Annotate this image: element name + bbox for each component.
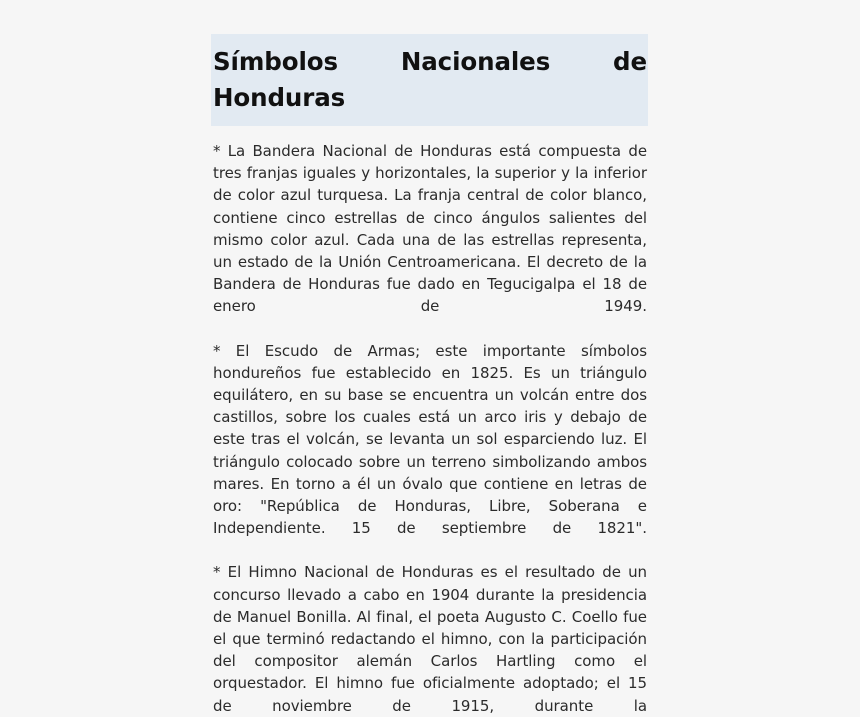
article-content [211, 34, 648, 717]
paragraph-escudo: * El Escudo de Armas; este importante símbolos hondureños fue establecido en 1825. Es un triángulo equilátero, en su base se encuentra un volcán entre dos castillos, sobre los cuales está un arco iris y debajo de este tras el volcán, se levanta un sol esparciendo luz. El triángulo colocado sobre un terreno simbolizando ambos mares. En torno a él un óvalo que contiene en letras de oro: "República de Honduras, Libre, Soberana e Independiente. 15 de septiembre de 1821". [213, 341, 647, 538]
paragraph-himno: * El Himno Nacional de Honduras es el resultado de un concurso llevado a cabo en 1904 durante la presidencia de Manuel Bonilla. Al final, el poeta Augusto C. Coello fue el que terminó redactando el himno, con la participación del compositor alemán Carlos Hartling como el orquestador. El himno fue oficialmente adoptado; el 15 de noviembre de 1915, durante la [213, 563, 647, 715]
page-title: Símbolos Nacionales de Honduras [211, 34, 648, 126]
paragraph-bandera: * La Bandera Nacional de Honduras está compuesta de tres franjas iguales y horizontales, la superior y la inferior de color azul turquesa. La franja central de color blanco, contiene cinco estrellas de cinco ángulos salientes del mismo color azul. Cada una de las estrellas representa, un estado de la Unión Centroamericana. El decreto de la Bandera de Honduras fue dado en Tegucigalpa el 18 de enero de 1949. [213, 142, 647, 316]
